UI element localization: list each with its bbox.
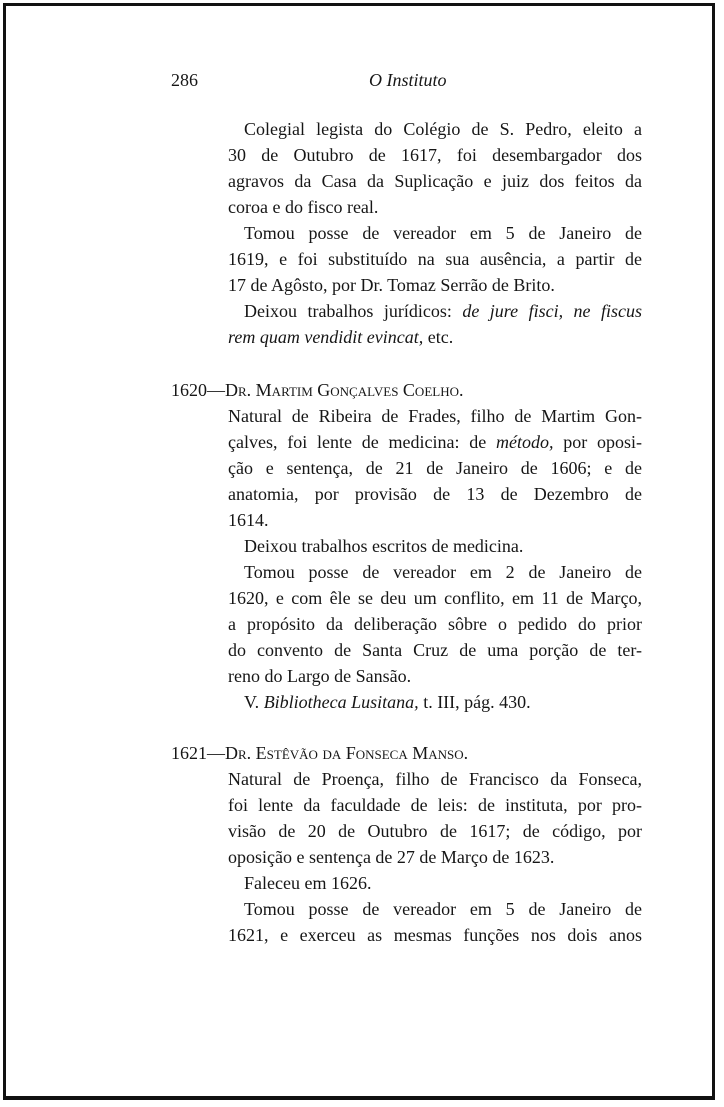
running-title: O Instituto — [369, 70, 447, 90]
text-line: 1621, e exerceu as mesmas funções nos dois anos — [228, 925, 642, 945]
text-line: coroa e do fisco real. — [228, 197, 379, 217]
text-line: agravos da Casa da Suplicação e juiz dos feitos da — [228, 171, 642, 191]
continuation-block — [228, 116, 642, 350]
text-line: oposição e sentença de 27 de Março de 1623. — [228, 847, 555, 867]
text-line: reno do Largo de Sansão. — [228, 666, 412, 686]
text-line: 1620, e com êle se deu um conflito, em 11 de Março, — [228, 588, 642, 608]
text-line: Faleceu em 1626. — [244, 873, 372, 893]
italic-term: método, — [495, 432, 554, 452]
text-line: a propósito da deliberação sôbre o pedido do prior — [228, 614, 642, 634]
text-line: Deixou trabalhos escritos de medicina. — [244, 536, 524, 556]
text-line — [228, 689, 642, 715]
text-line: 1619, e foi substituído na sua ausência, a partir de — [228, 249, 642, 269]
text-run: Deixou trabalhos jurídicos: — [244, 301, 463, 321]
text-line — [228, 429, 642, 455]
text-line: 30 de Outubro de 1617, foi desembargador dos — [228, 145, 642, 165]
text-line: visão de 20 de Outubro de 1617; de código, por — [228, 821, 642, 841]
text-line: do convento de Santa Cruz de uma porção de ter- — [228, 640, 642, 660]
text-line: foi lente da faculdade de leis: de instituta, por pro- — [228, 795, 642, 815]
text-run: t. III, pág. 430. — [418, 692, 531, 712]
text-line: 1614. — [228, 510, 269, 530]
entry-year: 1620— — [171, 380, 225, 400]
text-line: Natural de Proença, filho de Francisco da Fonseca, — [228, 769, 642, 789]
text-line: anatomia, por provisão de 13 de Dezembro de — [228, 484, 642, 504]
italic-title: rem quam vendidit evincat, — [228, 327, 424, 347]
page-number: 286 — [171, 70, 198, 90]
text-run: por oposi- — [553, 432, 643, 452]
text-run: V. — [244, 692, 264, 712]
text-line: Tomou posse de vereador em 2 de Janeiro de — [244, 562, 642, 582]
entry-year: 1621— — [171, 743, 225, 763]
italic-title: Bibliotheca Lusitana, — [263, 692, 419, 712]
entry-name: Dr. Estêvão da Fonseca Manso. — [225, 743, 469, 763]
entry-body-1620 — [228, 403, 642, 715]
text-line: 17 de Agôsto, por Dr. Tomaz Serrão de Brito. — [228, 275, 555, 295]
text-line: Tomou posse de vereador em 5 de Janeiro de — [244, 899, 642, 919]
text-line: Natural de Ribeira de Frades, filho de Martim Gon- — [228, 406, 642, 426]
entry-body-1621 — [228, 766, 642, 948]
text-line — [228, 298, 642, 324]
text-run: çalves, foi lente de medicina: de — [228, 432, 496, 452]
entry-heading-1620 — [171, 377, 463, 403]
entry-name: Dr. Martim Gonçalves Coelho. — [225, 380, 464, 400]
text-run: etc. — [423, 327, 454, 347]
text-line — [228, 324, 642, 350]
italic-title: de jure fisci, ne fiscus — [462, 301, 642, 321]
entry-heading-1621 — [171, 740, 468, 766]
text-line: Tomou posse de vereador em 5 de Janeiro de — [244, 223, 642, 243]
text-line: Colegial legista do Colégio de S. Pedro, eleito a — [244, 119, 642, 139]
text-line: ção e sentença, de 21 de Janeiro de 1606; e de — [228, 458, 642, 478]
